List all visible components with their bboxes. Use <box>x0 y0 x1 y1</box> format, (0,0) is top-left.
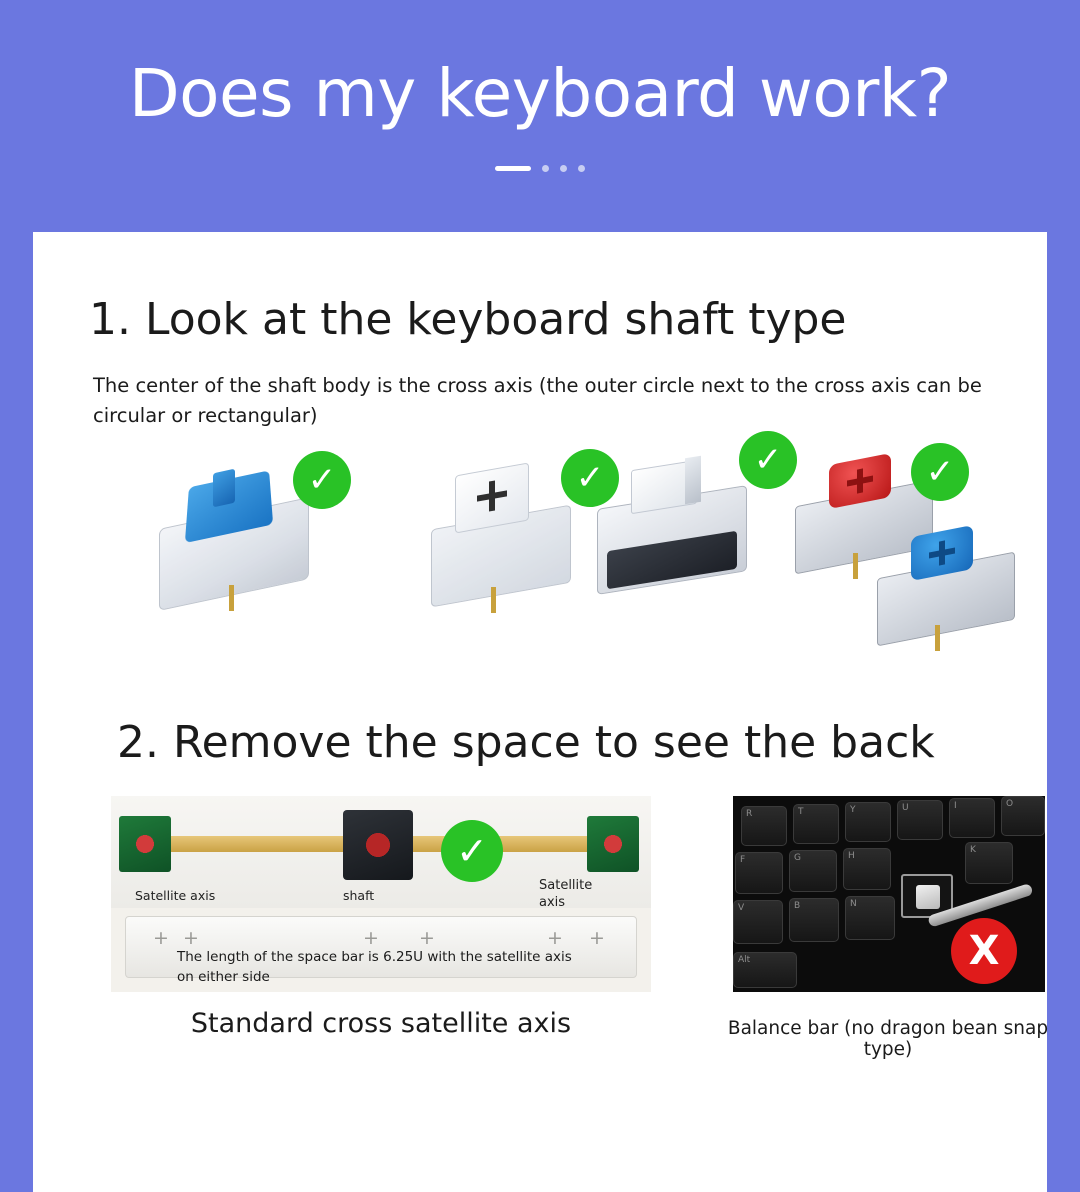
switch-pin <box>491 587 496 613</box>
content-card <box>33 232 1047 1192</box>
mount-plus-icon: + <box>183 927 199 950</box>
keyboard-key: O <box>1001 796 1045 836</box>
keyboard-key: Alt <box>733 952 797 988</box>
switch-optical <box>591 440 821 655</box>
label-satellite-right: Satellite axis <box>539 878 593 910</box>
pager-active-bar[interactable] <box>495 166 531 171</box>
check-icon: ✓ <box>739 431 797 489</box>
switch-pin <box>853 553 858 579</box>
section-1-description: The center of the shaft body is the cross axis (the outer circle next to the cross axis can be circular or rectangular) <box>93 374 982 428</box>
mount-plus-icon: + <box>589 927 605 950</box>
check-icon: ✓ <box>293 451 351 509</box>
carousel-pager[interactable] <box>0 163 1080 175</box>
check-icon: ✓ <box>561 449 619 507</box>
pager-dot-3[interactable] <box>560 165 567 172</box>
mount-plus-icon: + <box>153 927 169 950</box>
center-shaft <box>343 810 413 880</box>
switch-rod <box>685 456 701 505</box>
pager-dot-4[interactable] <box>578 165 585 172</box>
section-2-title: 2. Remove the space to see the back <box>117 717 935 769</box>
switch-pin <box>229 585 234 611</box>
keyboard-key: V <box>733 900 783 944</box>
keyboard-key: R <box>741 806 787 846</box>
keyboard-key: N <box>845 896 895 940</box>
keyboard-key: B <box>789 898 839 942</box>
spacebar-photo <box>111 796 651 992</box>
switch-blue <box>151 455 351 655</box>
label-shaft: shaft <box>343 888 375 904</box>
keyboard-key: Y <box>845 802 891 842</box>
pager-dot-2[interactable] <box>542 165 549 172</box>
switch-blue-cap <box>871 513 1051 703</box>
satellite-axis-right <box>587 816 639 872</box>
keyboard-key: F <box>735 852 783 894</box>
section-1-title: 1. Look at the keyboard shaft type <box>89 294 847 345</box>
section-2-photos <box>33 796 1047 1086</box>
check-icon: ✓ <box>911 443 969 501</box>
keyboard-photo <box>733 796 1045 992</box>
right-photo-caption: Balance bar (no dragon bean snap type) <box>727 1018 1049 1061</box>
mount-plus-icon: + <box>419 927 435 950</box>
left-photo-caption: Standard cross satellite axis <box>190 1008 572 1040</box>
switch-stem <box>213 469 235 508</box>
keyboard-key: G <box>789 850 837 892</box>
keyboard-key: T <box>793 804 839 844</box>
mount-plus-icon: + <box>363 927 379 950</box>
page-title: Does my keyboard work? <box>128 55 952 132</box>
cross-axis-icon <box>477 479 507 514</box>
switch-pin <box>935 625 940 651</box>
keyboard-key: H <box>843 848 891 890</box>
label-satellite-left: Satellite axis <box>135 888 216 904</box>
check-icon: ✓ <box>441 820 503 882</box>
mount-plus-icon: + <box>547 927 563 950</box>
switch-gallery <box>33 440 1047 675</box>
keyboard-key: I <box>949 798 995 838</box>
keyboard-key: K <box>965 842 1013 884</box>
spacebar-length-note: The length of the space bar is 6.25U with the satellite axis on either side <box>177 949 572 985</box>
satellite-axis-left <box>119 816 171 872</box>
keyboard-key: U <box>897 800 943 840</box>
x-icon: X <box>951 918 1017 984</box>
